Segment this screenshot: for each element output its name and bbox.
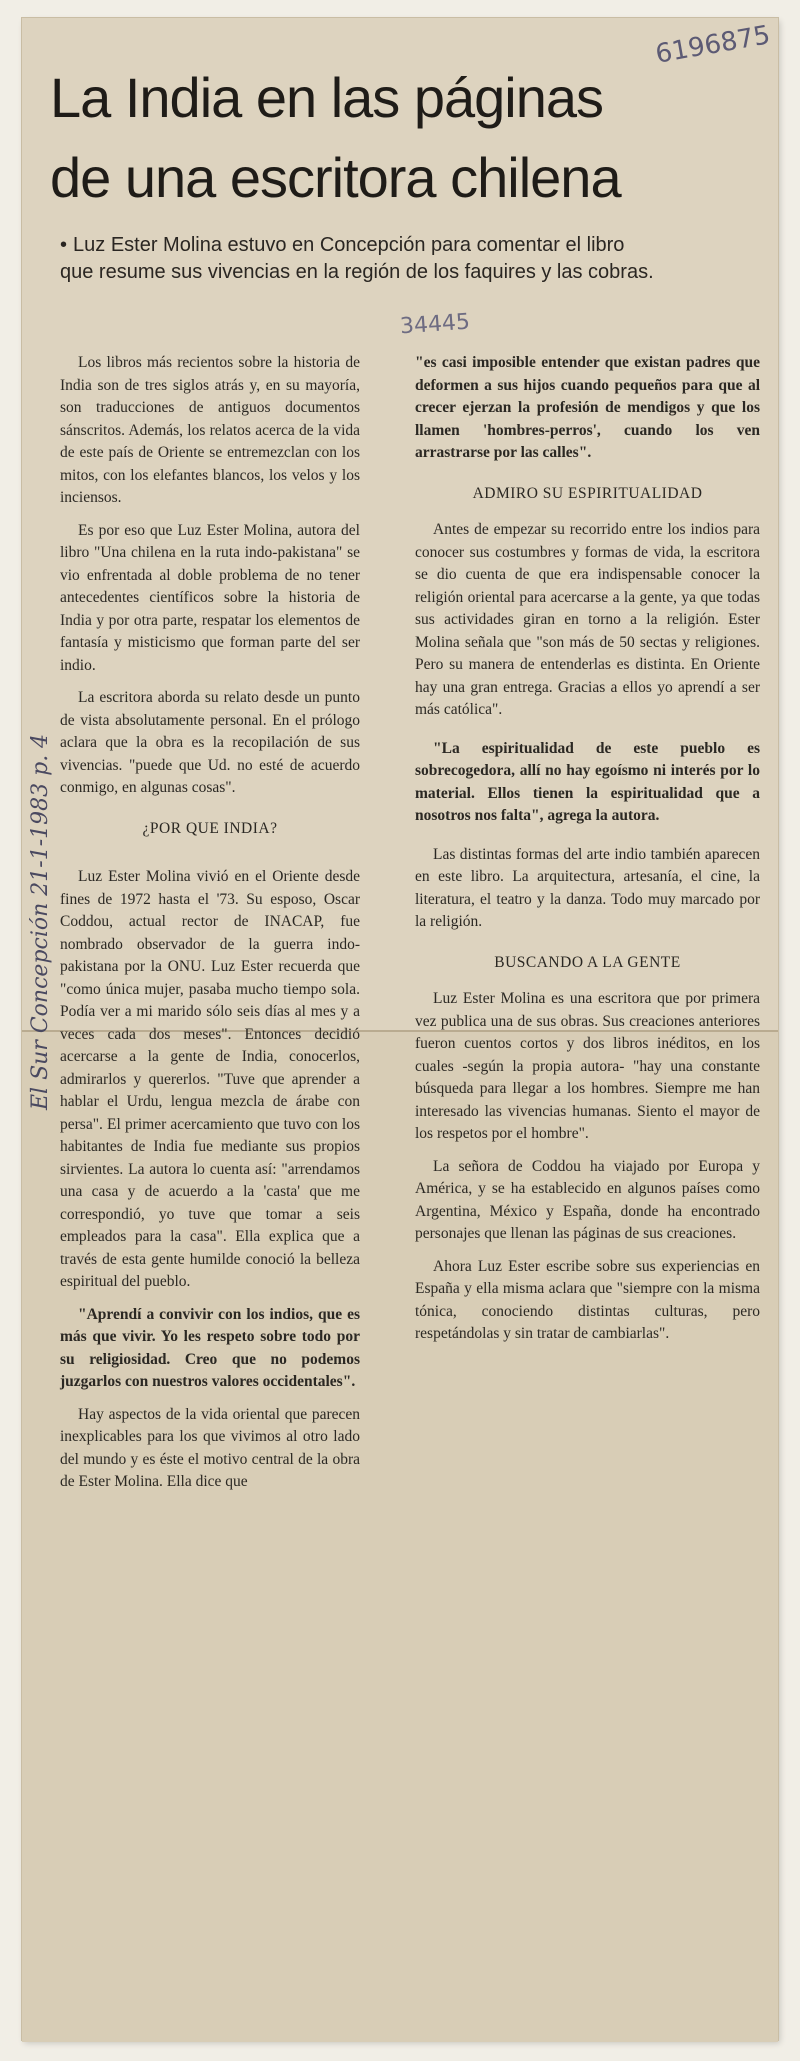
paragraph: Ahora Luz Ester escribe sobre sus experiencias en España y ella misma aclara que "siempre con la misma tónica, conociendo distintas culturas, pero respetándolas y sin tratar de cambiarlas". [415,1257,760,1342]
article-headline [50,58,670,218]
paragraph: Es por eso que Luz Ester Molina, autora del libro "Una chilena en la ruta indo-pakistana" se vio enfrentada al doble problema de no tener antecedentes científicos sobre la historia de India y por otra parte, respatar los elementos de fantasía y misticismo que forman parte del ser indio. [60,521,360,674]
handwritten-archive-number: 6196875 [653,20,773,70]
quote-paragraph: "Aprendí a convivir con los indios, que es más que vivir. Yo les respeto sobre todo por su religiosidad. Creo que no podemos juzgarlos con nuestros valores occidentales". [60,1305,360,1390]
article-lead [60,232,660,286]
left-column [60,352,360,1504]
quote-paragraph: "La espiritualidad de este pueblo es sobrecogedora, allí no hay egoísmo ni interés por lo material. Ellos tienen la espiritualidad que a nosotros nos falta", agrega la autora. [415,739,760,824]
headline-line-2: de una escritora chilena [50,146,621,209]
right-column [415,352,760,1356]
paragraph: Antes de empezar su recorrido entre los indios para conocer sus costumbres y formas de vida, la escritora se dio cuenta de que era indispensable conocer la religión oriental para acercarse a la gente, ya que todas sus actividades giran en torno a la religión. Ester Molina señala que "son más de 50 sectas y religiones. Pero su manera de entenderlas es distinta. En Oriente hay una gran entrega. Gracias a ellos yo aprendí a ser más católica". [415,521,760,718]
lead-text: Luz Ester Molina estuvo en Concepción para comentar el libro que resume sus vivencias en la región de los faquires y las cobras. [60,234,654,283]
paragraph: Los libros más recientos sobre la historia de India son de tres siglos atrás y, en su mayoría, son traducciones de antiguos documentos sánscritos. Además, los relatos acerca de la vida de este país de Oriente se entremezclan con los mitos, con los elefantes blancos, los velos y los inciensos. [60,354,360,506]
paragraph: La señora de Coddou ha viajado por Europa y América, y se ha establecido en algunos países como Argentina, México y España, donde ha encontrado personajes que llenan las páginas de sus creaciones. [415,1157,760,1242]
section-heading-gente: BUSCANDO A LA GENTE [494,953,681,971]
handwritten-secondary-number: 34445 [399,309,471,340]
paragraph: Luz Ester Molina es una escritora que por primera vez publica una de sus obras. Sus creaciones anteriores fueron cuentos cortos y dos libros inéditos, en los cuales -según la propia autora- "hay una constante búsqueda para llegar a los hombres. Siempre me han interesado las vivencias humanas. Siento el mayor de los respetos por el hombre". [415,990,760,1142]
paragraph: Las distintas formas del arte indio también aparecen en este libro. La arquitectura, artesanía, el cine, la literatura, el teatro y la danza. Todo muy marcado por la religión. [415,845,760,930]
bullet-icon: • [60,234,68,256]
section-heading-espiritualidad: ADMIRO SU ESPIRITUALIDAD [472,484,703,502]
handwritten-margin-note: El Sur Concepción 21-1-1983 p. 4 [28,733,53,1110]
paragraph: La escritora aborda su relato desde un punto de vista absolutamente personal. En el prólogo aclara que la obra es la recopilación de sus vivencias. "puede que Ud. no esté de acuerdo conmigo, en algunas cosas". [60,689,360,796]
quote-paragraph: "es casi imposible entender que existan padres que deformen a sus hijos cuando pequeños para que al crecer ejerzan la profesión de mendigos y que los llamen 'hombres-perros', cuando los ven arrastrarse por las calles". [415,354,760,461]
paragraph: Hay aspectos de la vida oriental que parecen inexplicables para los que vivimos al otro lado del mundo y es éste el motivo central de la obra de Ester Molina. Ella dice que [60,1405,360,1490]
headline-line-1: La India en las páginas [50,66,603,129]
paragraph: Luz Ester Molina vivió en el Oriente desde fines de 1972 hasta el '73. Su esposo, Oscar Coddou, actual rector de INACAP, fue nombrado observador de la guerra indo-pakistana por la ONU. Luz Ester recuerda que "como única mujer, pasaba mucho tiempo sola. Podía ver a mi marido sólo seis días al mes y a veces cada dos meses". Entonces decidió acercarse a la gente de India, conocerlos, admirarlos y quererlos. "Tuve que aprender a hablar el Urdu, lengua mezcla de árabe con persa". El primer acercamiento que tuvo con los habitantes de India fue mediante sus propios sirvientes. La autora lo cuenta así: "arrendamos una casa y de acuerdo a la 'casta' que me correspondió, yo tuve que tomar a seis empleados para la casa". Ella explica que a través de esta gente humilde conoció la belleza espiritual del pueblo. [60,868,360,1290]
section-heading-why-india: ¿POR QUE INDIA? [142,819,278,837]
